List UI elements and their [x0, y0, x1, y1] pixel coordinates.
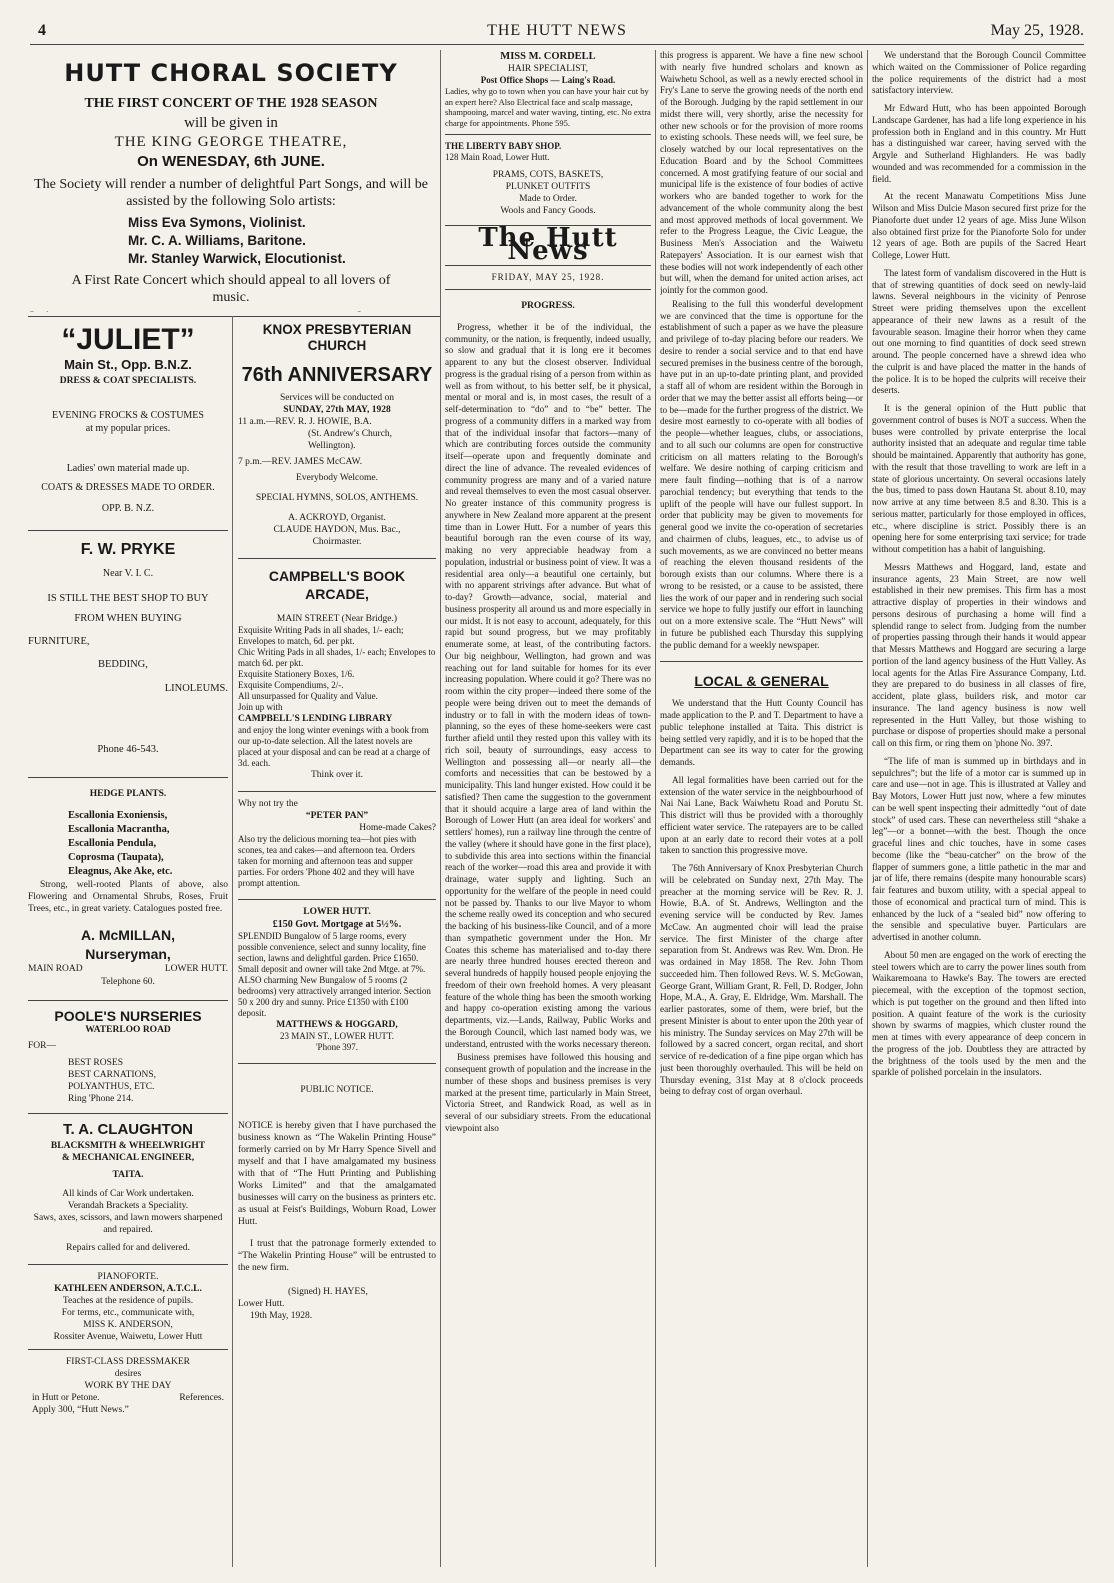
rule [28, 1113, 228, 1114]
knox-line7: SPECIAL HYMNS, SOLOS, ANTHEMS. [255, 493, 419, 503]
campbell-join: Join up with [238, 702, 283, 712]
knox-line3: 11 a.m.—REV. R. J. HOWIE, B.A. [238, 417, 372, 427]
rule [660, 661, 863, 662]
pryke-line1: IS STILL THE BEST SHOP TO BUY [47, 593, 209, 605]
knox-anniversary: 76th ANNIVERSARY [241, 364, 433, 386]
hedge-plant: Eleagnus, Ake Ake, etc. [68, 866, 173, 878]
knox-line5: 7 p.m.—REV. JAMES McCAW. [238, 457, 363, 467]
local-item: Messrs Matthews and Hoggard, land, estate and insurance agents, 23 Main Street, are now well established in their new premises. This firm has a most attractive display of properties in their windows and persons desirous of purchasing a home will find a splendid range to select from. Judging from the number of properties passing through their hands it would appear that Messrs Matthews and Hoggard are securing a large portion of the land agency business of the Hutt Valley. As local agents for the Atlas Fire Assurance Company, Ltd. they are prepared to do business in all classes of fire, accident, plate glass, builders risk, and motor car insurance. The land agency business is now well represented in the Hutt Valley, but those wishing to purchase or dispose of properties should make a personal call on this firm, or ring them on 'phone No. 397. [872, 561, 1086, 748]
knox-line1: Services will be conducted on [280, 393, 394, 403]
claughton-place: TAITA. [112, 1169, 144, 1180]
column-5 [872, 50, 1086, 1567]
choral-date: On WENESDAY, 6th JUNE. [137, 153, 325, 170]
campbell-item: Exquisite Writing Pads in all shades, 1/- each; Envelopes to match, 6d. per pkt. [238, 625, 404, 646]
editorial-continued: this progress is apparent. We have a fine new school with nearly five hundred scholars and known as Waiwhetu School, as well as a newly erected school in Fry's Lane to serve the growing needs of the north end of the Borough. Judging by the rapid settlement in our midst there will, very shortly, arise the necessity for other new schools or for the provision of more rooms to existing schools. These needs will, we feel sure, be closely watched by our local representatives on the Education Board and by the School Committees concerned. A most gratifying feature of our social and municipal life is the existence of four bodies of active workers who are banded together to work for the advancement of the whole community along the best and most approved methods of local government. We refer to the Progress League, the Civic League, the Business Men's Association and the Waiwetu Ratepayers' Association. It is our earnest wish that these bodies will not work independently of each other but will, when the demand for united action arises, act jointly for the common good. [660, 50, 863, 295]
peter-line2: Home-made Cakes? [359, 823, 436, 833]
column-4 [660, 50, 863, 1567]
poole-name: POOLE'S NURSERIES [54, 1007, 202, 1024]
cordell-ad [445, 50, 651, 128]
dress-line2: WORK BY THE DAY [84, 1380, 172, 1391]
rule [28, 777, 228, 778]
juliet-tag: DRESS & COAT SPECIALISTS. [59, 376, 197, 387]
baby-name: THE LIBERTY BABY SHOP. [445, 141, 562, 151]
dressmaker-ad [28, 1356, 228, 1416]
claughton-line1: All kinds of Car Work undertaken. [62, 1188, 194, 1199]
artist-3: Mr. Stanley Warwick, Elocutionist. [128, 251, 346, 266]
local-item: “The life of man is summed up in birthdays and in sepulchres”; but the life of a motor car is summed up in care and use—not in age. This is illustrated at Valley and Bay Motors, Lower Hutt just now, where a few minutes can be well spent inspecting their admittedly “out of date stock” of used cars. These can nevertheless still “shake a leg”—or a bonnet—with the best. Though the once graceful lines and chic touches, have in some cases become (like the “beau-catcher” on the brow of the flapper of summers gone, a little pathetic in the mar and jar of life, there remains (despite many honourable scars) fair features and buxom utility, with a special appeal to those of economical and practical turn of mind. This is enhanced by the luck of a “sealed bid” now offering to the sensible and speculative buyer. Particulars are advertised in another column. [872, 755, 1086, 942]
realty-title: LOWER HUTT. [303, 907, 371, 917]
claughton-line3: Saws, axes, scissors, and lawn mowers sharpened and repaired. [33, 1212, 223, 1235]
local-item: About 50 men are engaged on the work of erecting the steel towers which are to carry the power lines south from Waikaremoana to Hawke's Bay. The towers are erected piecemeal, with the exception of the topmost section, which is put together on the ground and then lifted into position. A quaint feature of the work is the curiosity shown by swarms of magpies, which cluster round the men at times with every appearance of deep concern in the progress of the job. Doubtless they are attracted by the brightness of the tools used by the men and the sparkle of polished porcelain in the insulators. [872, 949, 1086, 1078]
realty-firm: MATTHEWS & HOGGARD, [276, 1020, 398, 1030]
realty-bungalow-2: ALSO charming New Bungalow of 5 rooms (2 bedrooms) very attractively arranged interior. Section 50 x 200 dry and sunny. Price £1350 with £100 deposit. [238, 975, 431, 1018]
local-item: At the recent Manawatu Competitions Miss June Wilson and Miss Dulcie Mason secured first prize for the Pianoforte duet under 12 years of age. Miss June Wilson also obtained first prize for the Pianoforte Solo for under 12 years of age. Both are pupils of the Sacred Heart College, Lower Hutt. [872, 191, 1086, 260]
baby-line4: Wools and Fancy Goods. [500, 206, 596, 216]
pryke-near: Near V. I. C. [102, 567, 154, 579]
rule [238, 899, 436, 900]
conductor-label [28, 310, 71, 312]
choral-venue: THE KING GEORGE THEATRE, [114, 134, 348, 150]
choral-society-ad [28, 52, 434, 312]
dress-line4: References. [179, 1392, 224, 1403]
juliet-line5: OPP. B. N.Z. [101, 503, 155, 515]
campbell-title: CAMPBELL'S BOOK ARCADE, [268, 568, 406, 602]
hedge-ad [28, 788, 228, 990]
hedge-title: HEDGE PLANTS. [89, 788, 167, 799]
pryke-ad [28, 539, 228, 757]
editorial-paragraph: Business premises have followed this housing and consequent growth of population and the increase in the number of these shops and business premises is very marked at the present time, particularly in Main Street, Victoria Street, and Randwick Road, as well as in several of our subsidiary streets. From the educational viewpoint also [445, 1052, 651, 1133]
rule [28, 530, 228, 531]
local-item: Mr Edward Hutt, who has been appointed Borough Landscape Gardener, has had a life long experience in his profession both in England and in this country. Mr Hutt has a distinguished war career, having served with the Argyle and Sutherland Highlanders. He was badly wounded and was recommended for a commission in the field. [872, 103, 1086, 184]
choral-title: HUTT CHORAL SOCIETY [64, 59, 398, 87]
pryke-name: F. W. PRYKE [80, 540, 176, 558]
dress-line5: Apply 300, “Hutt News.” [32, 1404, 129, 1415]
realty-ad [238, 906, 436, 1053]
knox-line2: SUNDAY, 27th MAY, 1928 [283, 405, 391, 415]
knox-line6: Everybody Welcome. [296, 473, 378, 483]
campbell-item: Chic Writing Pads in all shades, 1/- each; Envelopes to match 6d. per pkt. [238, 647, 436, 668]
poole-for: FOR— [28, 1040, 56, 1051]
hedge-sub: Nurseryman, [85, 946, 171, 963]
hedge-plant: Escallonia Exoniensis, [68, 810, 168, 822]
juliet-line4: COATS & DRESSES MADE TO ORDER. [41, 482, 215, 494]
hedge-plant: Coprosma (Taupata), [68, 852, 164, 864]
hedge-roads [28, 963, 228, 976]
cordell-body: Ladies, why go to town when you can have your hair cut by an expert here? Also Electrical face and scalp massage, shampooing, marcel and water waving, tinting, etc. No extra charge for appointments. Phone 595. [445, 86, 651, 128]
rule [445, 134, 651, 135]
campbell-item: Exquisite Stationery Boxes, 1/6. [238, 669, 355, 679]
secretary-label [356, 310, 394, 312]
realty-mortgage: £150 Govt. Mortgage at 5½%. [272, 919, 402, 930]
campbell-body: and enjoy the long winter evenings with a book from our up-to-date selection. All the latest novels are placed at your disposal and can be read at a charge of 3d. each. [238, 725, 430, 768]
local-item: The latest form of vandalism discovered in the Hutt is that of strewing quantities of dock seed on newly-laid lawns. Several neighbours in the vicinity of Penrose Street were priding themselves upon the excellent appearance of their new lawns as a result of the favourable season. Imagine their horror when they came out one morning to find quantities of dock seed strewn around. The people concerned have a shrewd idea who the culprit is and have placed the matter in the hands of the police. It is to be hoped the culprits will receive their deserts. [872, 267, 1086, 396]
hedge-phone: Telephone 60. [101, 977, 155, 988]
peter-pan-ad [238, 798, 436, 889]
piano-line3: MISS K. ANDERSON, [83, 1319, 173, 1330]
rule [28, 1264, 228, 1265]
column-3 [445, 50, 651, 1567]
notice-body-1: NOTICE is hereby given that I have purchased the business known as “The Wakelin Printing House” formerly carried on by Mr Harry Spence Sivell and myself and that I have amalgamated my business with that of “The Hutt Printing and Publishing Works Limited” and that the amalgamated businesses will carry on the business as printers etc. as usual at Feist's Buildings, Woburn Road, Lower Hutt. [238, 1121, 436, 1227]
dress-line3-row [28, 1392, 228, 1404]
campbell-items [238, 625, 436, 713]
local-item: We understand that the Borough Council Committee which waited on the Commissioner of Police regarding the police requirements of the district had a most satisfactory interview. [872, 50, 1086, 96]
column-rule [440, 50, 441, 1567]
knox-line4: (St. Andrew's Church, Wellington). [308, 429, 393, 451]
campbell-end: Think over it. [311, 770, 363, 780]
campbell-library: CAMPBELL'S LENDING LIBRARY [238, 714, 393, 724]
cordell-trade: HAIR SPECIALIST, [507, 64, 589, 74]
poole-items [68, 1057, 228, 1105]
peter-name: “PETER PAN” [305, 811, 369, 821]
poole-ad [28, 1007, 228, 1105]
campbell-item: Exquisite Compendiums, 2/-. [238, 680, 344, 690]
hedge-road2: LOWER HUTT. [164, 964, 228, 975]
choral-line1: will be given in [184, 115, 278, 131]
piano-line2: For terms, etc., communicate with, [61, 1307, 195, 1318]
piano-ad [28, 1271, 228, 1343]
knox-line9: CLAUDE HAYDON, Mus. Bac., Choirmaster. [273, 525, 401, 547]
realty-phone: 'Phone 397. [315, 1042, 359, 1052]
claughton-trade2: & MECHANICAL ENGINEER, [61, 1152, 195, 1163]
juliet-line3: Ladies' own material made up. [66, 462, 190, 474]
knox-line8: A. ACKROYD, Organist. [288, 513, 386, 523]
claughton-trade1: BLACKSMITH & WHEELWRIGHT [50, 1140, 206, 1151]
poole-road: WATERLOO ROAD [85, 1024, 171, 1035]
baby-line2: PLUNKET OUTFITS [505, 182, 591, 192]
choral-officers [28, 310, 434, 312]
pryke-line5: LINOLEUMS. [164, 682, 228, 694]
column-rule [655, 50, 656, 1567]
paper-name: THE HUTT NEWS [487, 22, 627, 39]
choral-appeal: A First Rate Concert which should appeal to all lovers of music. [71, 273, 391, 305]
local-item: The 76th Anniversary of Knox Presbyterian Church will be celebrated on Sunday next, 27th May. The preacher at the morning service will be Rev. R. J. Howie, B.A. of St. Andrews, Wellington and the evening service will be conducted by Rev. James McCaw. An augmented choir will lead the praise service. The first Minister of the charge after separation from St. Andrews was Rev. Wm. Dron. He was ordained in May 1858. The Rev. John Thom succeeded him. Then followed Revs. W. S. McGowan, George Grant, William Grant, R. Fell, D. Rodger, John Hope, M.A., A. Gray, E. Eldridge, Wm. Marshall. The earlier pastorates, some of them, were brief, but the present Minister is about to enter upon the 20th year of his ministry. The Sunday services on May 27th will be followed by a sacred concert, organ recital, and short service of re-dedication of a fine pipe organ which has just been thoroughly overhauled. This will be held on Thursday evening, 31st May at 8 o'clock proceeds being to defray cost of organ overhaul. [660, 863, 863, 1097]
piano-name: KATHLEEN ANDERSON, A.T.C.L. [54, 1283, 202, 1294]
artist-1: Miss Eva Symons, Violinist. [128, 215, 306, 230]
dress-line3: in Hutt or Petone. [32, 1392, 100, 1403]
column-rule [867, 50, 868, 1567]
campbell-line1: MAIN STREET (Near Bridge.) [276, 614, 398, 624]
local-item: All legal formalities have been carried out for the extension of the water service in the neighbourhood of Nai Nai Lane, Back Waiwhetu Road and Porutu St. This district will thus be provided with a thoroughly efficient water service. The ratepayers are to be called upon at an early date to record their votes at a poll taken to sanction this progressive move. [660, 774, 863, 856]
piano-line1: Teaches at the residence of pupils. [62, 1295, 194, 1306]
rule [445, 289, 651, 290]
editorial-paragraph: Progress, whether it be of the individual, the community, or the nation, is frequently, indeed usually, so slow and gradual that it is long ere it becomes apparent to any but the closest observer. Individual progress is the gradual rising of a person from within as well as from without, to his better self, be it physical, mental or moral and is, in most cases, the result of a self-determination to “do” and to “be” better. The progress of a community differs in a marked way from that of the individual insofar that factors—many of which are contributing forces outside the community itself—operate upon and frequently dominate and direct the line of advance. The revealed evidences of community progress are many and of a varied nature and reveal themselves to even the most casual observer. No greater instance of this community progress is anywhere in New Zealand more apparent at the present time than in Lower Hutt. For a number of years this beautiful borough ran the even course of its way, making no very appreciable headway from a population, industrial or business point of view. It was a residential area only—a beautiful one certainly, but with no apparent strivings after advance. But what of to-day? Growth—advance, social, material and business prosperity all around us and more especially in our midst. It is not easy to account, adequately, for this rapid but sound progress, but we may profitably enumerate some, at least, of the contributing factors. Our big neighbour, Wellington, had grown and was reaching out for land suitable for homes for its ever increasing population. Where could it go? There was no room within the city proper—indeed there some of the people were being driven out to meet the demands of industry or to fall in with the modern ideas of town-planning, so the eyes of these home-seekers were cast further afield until they rested upon this valley with its rich soil, beauty of surroundings, easy access to Wellington and possessing all—or nearly all—the comforts and necessities that can be bestowed by a municipality. This land hunger existed. How could it be satisfied? Then came the suggestion to the government that it should acquire a large area of land within the Borough of Lower Hutt (an area ideal for workers' and settlers' homes), run a railway line through the centre of the valley (where it should have gone in the first place), to subdivide this area into sections within the financial reach of the worker—road this area and provide it with drainage, water supply and lighting. Such an opportunity for the welfare of the people in need could not be passed by. Thanks to our live Mayor to whom the scheme really owed its conception and who secured the backing of his business-like Council, and of a more than sympathetic government under the Hon. Mr Coates this scheme has materialised and to-day there are nearly three hundred houses erected thereon and several hundreds of happily housed people enjoying the freedom of their own freehold homes. A very pleasant feature of the whole thing has been the smooth working and happy co-operation existing among the various departments, viz.—Lands, Railway, Public Works and the Borough Council, which last named body was, we understand, entrusted with the works necessary thereon. [445, 321, 651, 1049]
campbell-ad [238, 567, 436, 781]
poole-item: POLYANTHUS, ETC. [68, 1081, 155, 1092]
dress-line1: desires [114, 1368, 142, 1379]
realty-bungalow-1: SPLENDID Bungalow of 5 large rooms, every possible convenience, select and sunny locality, fine section, lawns and delightful garden. Price £1650. Small deposit and owner will take 2nd Mtge. at 7%. [238, 931, 426, 974]
poole-item: BEST ROSES [68, 1057, 123, 1068]
notice-place: Lower Hutt. [238, 1299, 285, 1309]
cordell-name: MISS M. CORDELL [500, 51, 596, 62]
claughton-ad [28, 1120, 228, 1254]
hedge-plant: Escallonia Pendula, [68, 838, 157, 850]
juliet-address: Main St., Opp. B.N.Z. [64, 357, 192, 372]
rule [238, 1063, 436, 1064]
choral-intro: The Society will render a number of delightful Part Songs, and will be assisted by the following Solo artists: [34, 177, 428, 209]
rule [238, 791, 436, 792]
poole-phone: Ring 'Phone 214. [68, 1093, 134, 1104]
pryke-line2: FROM WHEN BUYING [74, 612, 182, 624]
knox-ad [238, 322, 436, 548]
pryke-line3: FURNITURE, [28, 636, 90, 648]
juliet-ad [28, 322, 228, 516]
page-number: 4 [38, 22, 46, 39]
local-item: We understand that the Hutt County Council has made application to the P. and T. Department to have a public telephone installed at Taita. This district is being settled very rapidly, and it is to be hoped that the Department can see its way to cater for the growing demands. [660, 698, 863, 767]
rule [28, 316, 440, 317]
peter-body: Also try the delicious morning tea—hot pies with scones, tea and cakes—and afternoon tea. Orders taken for morning and afternoon teas and supper parties. For orders 'Phone 402 and they will have prompt attention. [238, 834, 417, 888]
column-rule [232, 316, 233, 1567]
claughton-line2: Verandah Brackets a Speciality. [67, 1200, 189, 1211]
baby-line1: PRAMS, COTS, BASKETS, [492, 170, 604, 180]
column-1 [28, 322, 228, 1567]
notice-title: PUBLIC NOTICE. [300, 1085, 374, 1095]
hedge-plants [68, 809, 228, 879]
rule [28, 1349, 228, 1350]
public-notice [238, 1084, 436, 1322]
hedge-body: Strong, well-rooted Plants of above, also Flowering and Ornamental Shrubs, Roses, Fruit Trees, etc., in great variety. Catalogues posted free. [28, 880, 228, 915]
editorial-flag: The Hutt News [478, 223, 618, 267]
masthead [30, 14, 1084, 45]
notice-signed: (Signed) H. HAYES, [288, 1287, 368, 1297]
baby-line3: Made to Order. [519, 194, 577, 204]
piano-title: PIANOFORTE. [97, 1271, 159, 1282]
hedge-name: A. McMILLAN, [80, 927, 176, 944]
baby-shop-ad [445, 141, 651, 217]
editorial-title: PROGRESS. [521, 300, 575, 311]
piano-line4: Rossiter Avenue, Waiwetu, Lower Hutt [53, 1331, 203, 1342]
poole-item: BEST CARNATIONS, [68, 1069, 156, 1080]
editorial-dateline: FRIDAY, MAY 25, 1928. [491, 271, 605, 282]
peter-line1: Why not try the [238, 799, 298, 809]
local-general-heading: LOCAL & GENERAL [694, 673, 829, 690]
notice-body-2: I trust that the patronage formerly extended to “The Wakelin Printing House” will be entrusted to the new firm. [238, 1239, 436, 1273]
hedge-road1: MAIN ROAD [28, 964, 83, 975]
dress-title: FIRST-CLASS DRESSMAKER [66, 1356, 190, 1367]
choral-subtitle: THE FIRST CONCERT OF THE 1928 SEASON [84, 96, 378, 111]
hedge-plant: Escallonia Macrantha, [68, 824, 170, 836]
juliet-line1: EVENING FROCKS & COSTUMES [52, 409, 204, 421]
issue-date: May 25, 1928. [990, 22, 1084, 39]
baby-address: 128 Main Road, Lower Hutt. [445, 152, 550, 162]
realty-address: 23 MAIN ST., LOWER HUTT. [280, 1031, 394, 1041]
cordell-line1: Post Office Shops — Laing's Road. [480, 75, 616, 85]
claughton-name: T. A. CLAUGHTON [63, 1120, 193, 1138]
rule [238, 558, 436, 559]
artist-2: Mr. C. A. Williams, Baritone. [128, 233, 306, 248]
knox-title: KNOX PRESBYTERIAN CHURCH [262, 322, 412, 353]
editorial-continued: Realising to the full this wonderful development we are convinced that the time is opportune for the establishment of such a paper as we have the pleasure and privilege of to-day placing before our readers. We desire to render a social service and to that end have secured premises in the business centre of the borough, have put in an up-to-date printing plant, and provided a staff all of whom are resident within the Borough in order that we may the better assist all efforts being—or to be—made for the further progress of the district. We desire most earnestly to co-operate with all bodies of the people—whether leagues, clubs, or associations, and to all such our columns are open for constructive criticism on all matters relating to the Borough's welfare. We desire nothing of carping criticism and mere fault finding—nothing that is of a narrow parochial tendency; but everything that tends to the uplift of the people will have our fullest support. In order that publicity may be given to movements for general good we invite the co-operation of secretaries and chairmen of clubs, leagues, etc., to advise us of such movements, as we are convinced no better means of reaching the eleven thousand residents of the borough exists than our columns. Where there is a wrong to be resisted, or a cause to be assisted, there lies the work of our paper and in rendering such social service we hope to fully justify our effort in launching out on a more extensive scale. The “Hutt News” will in future be published each Thursday this supplying the public demand for a weekly newspaper. [660, 298, 863, 650]
claughton-line4: Repairs called for and delivered. [66, 1242, 190, 1253]
juliet-name: “JULIET” [61, 323, 195, 356]
campbell-item: All unsurpassed for Quality and Value. [238, 691, 378, 701]
column-2 [238, 322, 436, 1567]
juliet-line2: at my popular prices. [85, 423, 171, 435]
pryke-phone: Phone 46-543. [97, 744, 159, 756]
rule [28, 1000, 228, 1001]
local-item: It is the general opinion of the Hutt public that government control of buses is NOT a success. When the buses were controlled by private enterprise the local authority insisted that an adequate and regular time table should be maintained. Apparently that authority has gone, with the result that those travelling to work are left in a state of glorious uncertainty. On several occasions lately the bus, timed to pass down Hautana St. about 8.10, may now arrive at any time between 8.5 and 8.30. This is a serious matter, particularly for those employed in offices, etc., where discipline is strict. Possibly there is an opening here for some enterprising taxi service; for trade without competition has a habit of languishing. [872, 403, 1086, 554]
choral-artists [128, 214, 434, 268]
pryke-line4: BEDDING, [98, 659, 148, 671]
notice-date: 19th May, 1928. [250, 1311, 313, 1321]
